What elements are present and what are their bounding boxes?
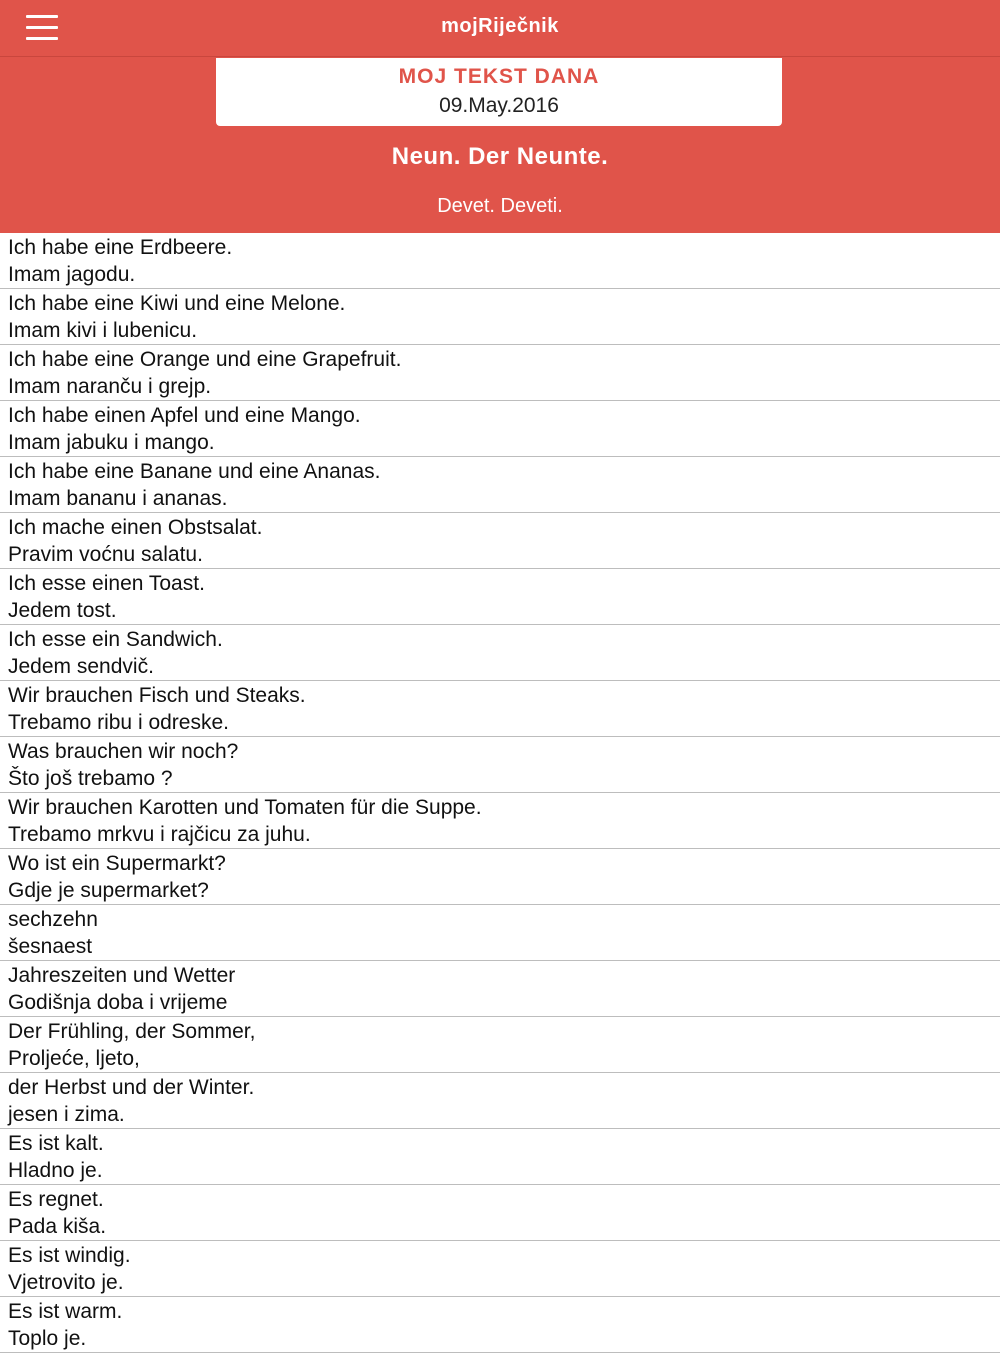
croatian-translation: Toplo je.	[8, 1327, 87, 1350]
croatian-translation: Hladno je.	[8, 1159, 103, 1182]
german-phrase: Es ist kalt.	[8, 1132, 104, 1155]
list-item[interactable]	[0, 1241, 1000, 1297]
croatian-translation: Imam jabuku i mango.	[8, 431, 215, 454]
list-item[interactable]	[0, 625, 1000, 681]
list-item[interactable]	[0, 1185, 1000, 1241]
croatian-translation: Vjetrovito je.	[8, 1271, 124, 1294]
croatian-translation: Što još trebamo ?	[8, 767, 173, 790]
german-phrase: Ich habe eine Kiwi und eine Melone.	[8, 292, 346, 315]
list-item[interactable]	[0, 1017, 1000, 1073]
german-phrase: der Herbst und der Winter.	[8, 1076, 255, 1099]
croatian-translation: Trebamo mrkvu i rajčicu za juhu.	[8, 823, 311, 846]
croatian-translation: Pravim voćnu salatu.	[8, 543, 203, 566]
german-phrase: Ich habe eine Banane und eine Ananas.	[8, 460, 381, 483]
list-item[interactable]	[0, 793, 1000, 849]
german-phrase: Jahreszeiten und Wetter	[8, 964, 236, 987]
german-phrase: Wo ist ein Supermarkt?	[8, 852, 226, 875]
german-phrase: sechzehn	[8, 908, 98, 931]
croatian-translation: Imam kivi i lubenicu.	[8, 319, 198, 342]
croatian-translation: jesen i zima.	[8, 1103, 125, 1126]
list-item[interactable]	[0, 289, 1000, 345]
card-date: 09.May.2016	[439, 94, 559, 117]
german-phrase: Wir brauchen Karotten und Tomaten für die Suppe.	[8, 796, 482, 819]
list-item[interactable]	[0, 1129, 1000, 1185]
croatian-translation: Jedem tost.	[8, 599, 117, 622]
list-item[interactable]	[0, 457, 1000, 513]
list-item[interactable]	[0, 681, 1000, 737]
daily-headline-translation: Devet. Deveti.	[437, 195, 563, 217]
german-phrase: Es regnet.	[8, 1188, 104, 1211]
list-item[interactable]	[0, 401, 1000, 457]
list-item[interactable]	[0, 569, 1000, 625]
croatian-translation: Gdje je supermarket?	[8, 879, 209, 902]
german-phrase: Wir brauchen Fisch und Steaks.	[8, 684, 306, 707]
croatian-translation: šesnaest	[8, 935, 93, 958]
list-item[interactable]	[0, 849, 1000, 905]
list-item[interactable]	[0, 513, 1000, 569]
german-phrase: Ich habe eine Orange und eine Grapefruit.	[8, 348, 402, 371]
navigation-bar	[0, 0, 1000, 57]
german-phrase: Ich esse ein Sandwich.	[8, 628, 223, 651]
german-phrase: Was brauchen wir noch?	[8, 740, 239, 763]
list-item[interactable]	[0, 737, 1000, 793]
german-phrase: Es ist windig.	[8, 1244, 131, 1267]
croatian-translation: Imam jagodu.	[8, 263, 136, 286]
list-item[interactable]	[0, 961, 1000, 1017]
header-panel	[0, 0, 1000, 233]
german-phrase: Ich mache einen Obstsalat.	[8, 516, 263, 539]
croatian-translation: Proljeće, ljeto,	[8, 1047, 140, 1070]
german-phrase: Ich habe einen Apfel und eine Mango.	[8, 404, 361, 427]
list-item[interactable]	[0, 233, 1000, 289]
croatian-translation: Imam bananu i ananas.	[8, 487, 228, 510]
croatian-translation: Godišnja doba i vrijeme	[8, 991, 228, 1014]
german-phrase: Es ist warm.	[8, 1300, 123, 1323]
phrase-list	[0, 233, 1000, 1353]
list-item[interactable]	[0, 905, 1000, 961]
croatian-translation: Pada kiša.	[8, 1215, 107, 1238]
text-of-the-day-card	[216, 58, 782, 126]
croatian-translation: Imam naranču i grejp.	[8, 375, 212, 398]
app-title: mojRiječnik	[441, 15, 559, 37]
croatian-translation: Jedem sendvič.	[8, 655, 154, 678]
german-phrase: Ich habe eine Erdbeere.	[8, 236, 233, 259]
list-item[interactable]	[0, 1297, 1000, 1353]
list-item[interactable]	[0, 1073, 1000, 1129]
card-title: MOJ TEKST DANA	[398, 65, 600, 88]
list-item[interactable]	[0, 345, 1000, 401]
croatian-translation: Trebamo ribu i odreske.	[8, 711, 229, 734]
german-phrase: Der Frühling, der Sommer,	[8, 1020, 256, 1043]
german-phrase: Ich esse einen Toast.	[8, 572, 205, 595]
daily-headline: Neun. Der Neunte.	[391, 143, 609, 170]
